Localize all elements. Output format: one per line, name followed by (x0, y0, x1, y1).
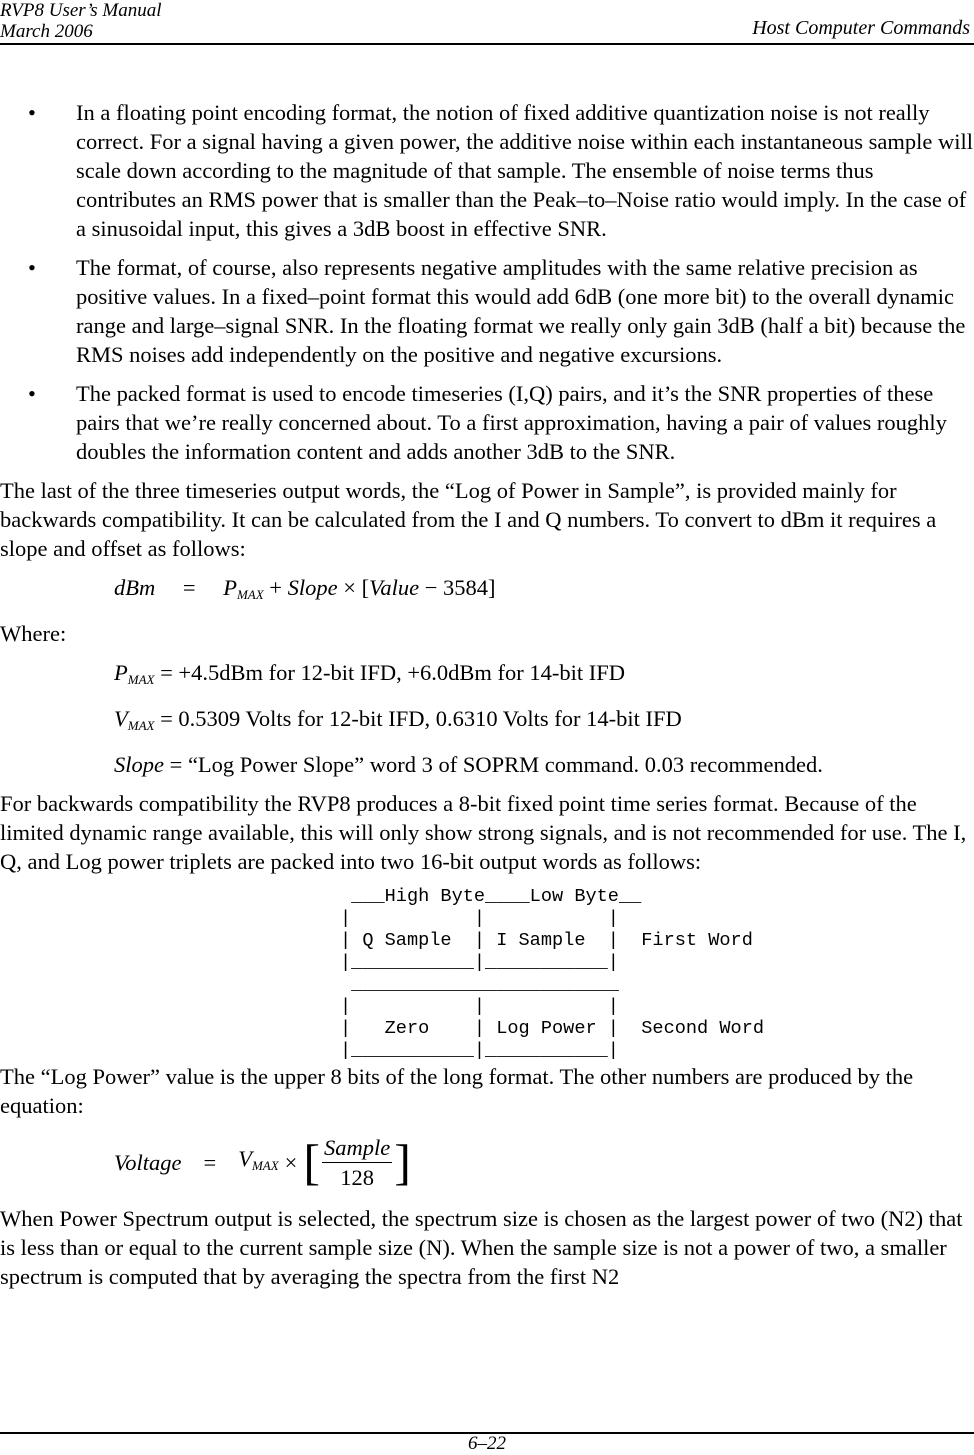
bullet-list (0, 98, 974, 466)
paragraph-log-value: The “Log Power” value is the upper 8 bits of the long format. The other numbers are produced by the equation: (0, 1064, 914, 1118)
eq2-numerator: Sample (322, 1133, 392, 1163)
list-item (0, 253, 974, 369)
bullet-text: The format, of course, also represents negative amplitudes with the same relative precision as positive values. In a fixed–point format this would add 6dB (one more bit) to the overall dynamic range and large–signal SNR. In the floating format we really only gain 3dB (half a bit) because the RMS noises add independently on the positive and negative excursions. (76, 255, 966, 367)
doc-title: RVP8 User’s Manual (0, 0, 162, 21)
page-body (0, 98, 974, 1301)
bullet-text: In a floating point encoding format, the notion of fixed additive quantization noise is not really correct. For a signal having a given power, the additive noise within each instantaneous sample will scale down according to the magnitude of that sample. The ensemble of noise terms thus contributes an RMS power that is smaller than the Peak–to–Noise ratio would imply. In the case of a sinusoidal input, this gives a 3dB boost in effective SNR. (76, 100, 973, 241)
doc-date: March 2006 (0, 21, 93, 42)
eq-pmax: $P_{MAX}$ (223, 575, 264, 602)
eq-constant: 3584 (443, 575, 489, 600)
definition-slope: Slope = “Log Power Slope” word 3 of SOPRM command. 0.03 recommended. (114, 752, 823, 777)
eq2-vmax: $V_{MAX}$ (238, 1146, 279, 1173)
eq2-lhs: Voltage (114, 1149, 182, 1175)
bullet-icon: • (28, 100, 36, 125)
eq2-equals: = (203, 1149, 217, 1175)
eq-lhs: dBm (114, 575, 156, 600)
byte-layout-diagram: ___High Byte____Low Byte__ | | | | Q Sample | I Sample | First Word |___________|___________| ________________________ | | | | Zero | Log Power | Second Word |___________|___________| (340, 886, 765, 1061)
section-title: Host Computer Commands (752, 17, 970, 39)
eq-value: Value (369, 575, 420, 600)
eq-times: × (343, 575, 356, 600)
bullet-text: The packed format is used to encode timeseries (I,Q) pairs, and it’s the SNR properties of these pairs that we’re really concerned about. To a first approximation, having a pair of values roughly doubles the information content and adds another 3dB to the SNR. (76, 381, 947, 464)
paragraph-log-power: The last of the three timeseries output words, the “Log of Power in Sample”, is provided mainly for backwards compatibility. It can be calculated from the I and Q numbers. To convert to dBm it requires a slope and offset as follows: (0, 478, 937, 561)
equation-dbm (114, 573, 974, 609)
equation-voltage (114, 1130, 974, 1194)
bullet-icon: • (28, 255, 36, 280)
header-left (0, 0, 162, 42)
eq-plus: + (269, 575, 282, 600)
eq2-fraction (322, 1133, 392, 1192)
definition-vmax: $V_{MAX} = 0.5309$ Volts for 12-bit IFD, 0.6310 Volts for 14-bit IFD (114, 706, 682, 733)
bullet-icon: • (28, 381, 36, 406)
eq-minus: − (424, 575, 438, 600)
definition-pmax: $P_{MAX} = +4.5dBm$ for 12-bit IFD, +6.0dBm for 14-bit IFD (114, 660, 626, 687)
header-rule (0, 43, 974, 45)
where-label: Where: (0, 621, 67, 646)
eq-rbracket: ] (488, 575, 496, 600)
eq2-lbracket: [ (303, 1134, 321, 1190)
paragraph-backwards: For backwards compatibility the RVP8 produces a 8-bit fixed point time series format. Because of the limited dynamic range available, this will only show strong signals, and is not recommended for use. The I, Q, and Log power triplets are packed into two 16-bit output words as follows: (0, 791, 967, 874)
eq-slope: Slope (287, 575, 338, 600)
eq2-denominator: 128 (340, 1164, 375, 1190)
page-number: 6–22 (468, 1433, 506, 1454)
eq-lbracket: [ (361, 575, 370, 600)
eq2-times: × (284, 1149, 298, 1175)
list-item (0, 98, 974, 243)
list-item (0, 379, 974, 466)
eq2-rbracket: ] (394, 1134, 411, 1190)
eq-equals: = (182, 575, 196, 600)
paragraph-spectrum: When Power Spectrum output is selected, the spectrum size is chosen as the largest power of two (N2) that is less than or equal to the current sample size (N). When the sample size is not a power of two, a smaller spectrum is computed that by averaging the spectra from the first N2 (0, 1206, 963, 1289)
page-header (0, 0, 974, 46)
